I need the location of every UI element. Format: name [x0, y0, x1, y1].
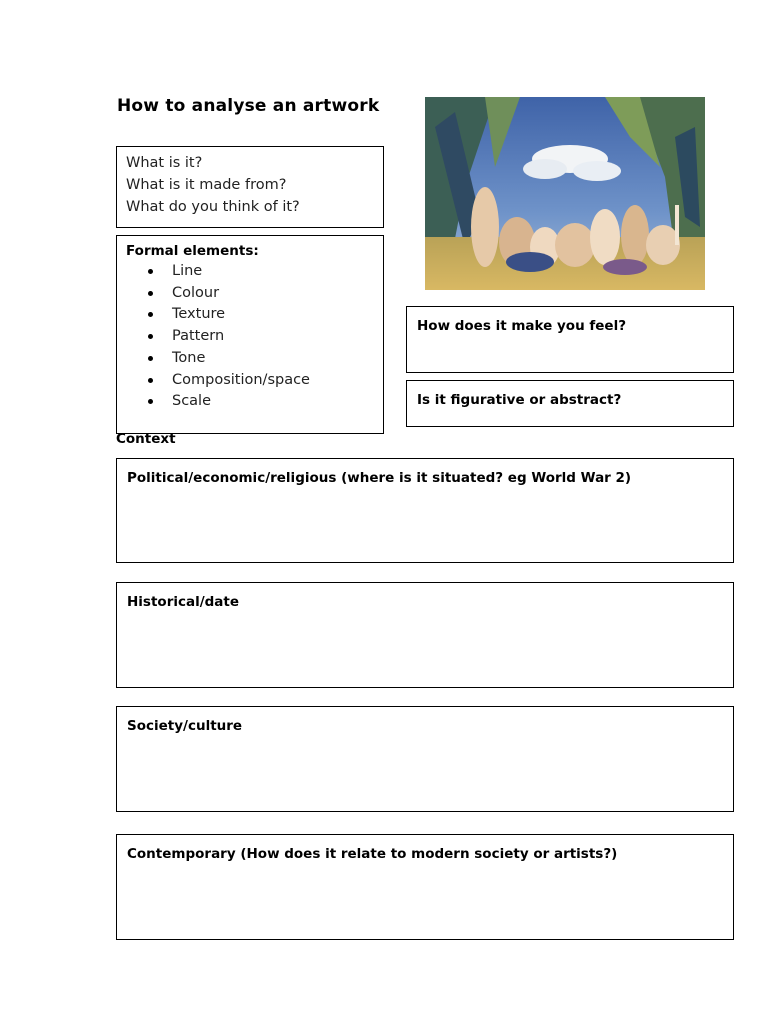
formal-element-item: Texture [172, 304, 383, 326]
formal-element-item: Scale [172, 391, 383, 413]
formal-element-item: Composition/space [172, 370, 383, 392]
question-item: What is it? [126, 155, 203, 171]
context-political-label: Political/economic/religious (where is it situated? eg World War 2) [127, 470, 632, 486]
question-item: What is it made from? [126, 177, 287, 193]
formal-elements-box [116, 235, 384, 434]
figurative-question-box[interactable] [406, 380, 734, 427]
formal-element-item: Pattern [172, 326, 383, 348]
figurative-question-label: Is it figurative or abstract? [417, 392, 622, 408]
questions-box [116, 146, 384, 228]
formal-element-item: Line [172, 261, 383, 283]
context-label: Context [116, 431, 176, 447]
formal-element-item: Tone [172, 348, 383, 370]
questions-list [126, 152, 383, 218]
artwork-image [425, 97, 705, 290]
context-society-box[interactable] [116, 706, 734, 812]
context-political-box[interactable] [116, 458, 734, 563]
context-society-label: Society/culture [127, 718, 243, 734]
question-item: What do you think of it? [126, 199, 300, 215]
feel-question-label: How does it make you feel? [417, 318, 627, 334]
context-contemporary-box[interactable] [116, 834, 734, 940]
formal-element-item: Colour [172, 283, 383, 305]
context-contemporary-label: Contemporary (How does it relate to modern society or artists?) [127, 846, 618, 862]
context-historical-box[interactable] [116, 582, 734, 688]
formal-elements-list [126, 261, 383, 413]
context-historical-label: Historical/date [127, 594, 240, 610]
formal-elements-heading: Formal elements: [126, 243, 259, 259]
feel-question-box[interactable] [406, 306, 734, 373]
page-title: How to analyse an artwork [117, 96, 380, 116]
